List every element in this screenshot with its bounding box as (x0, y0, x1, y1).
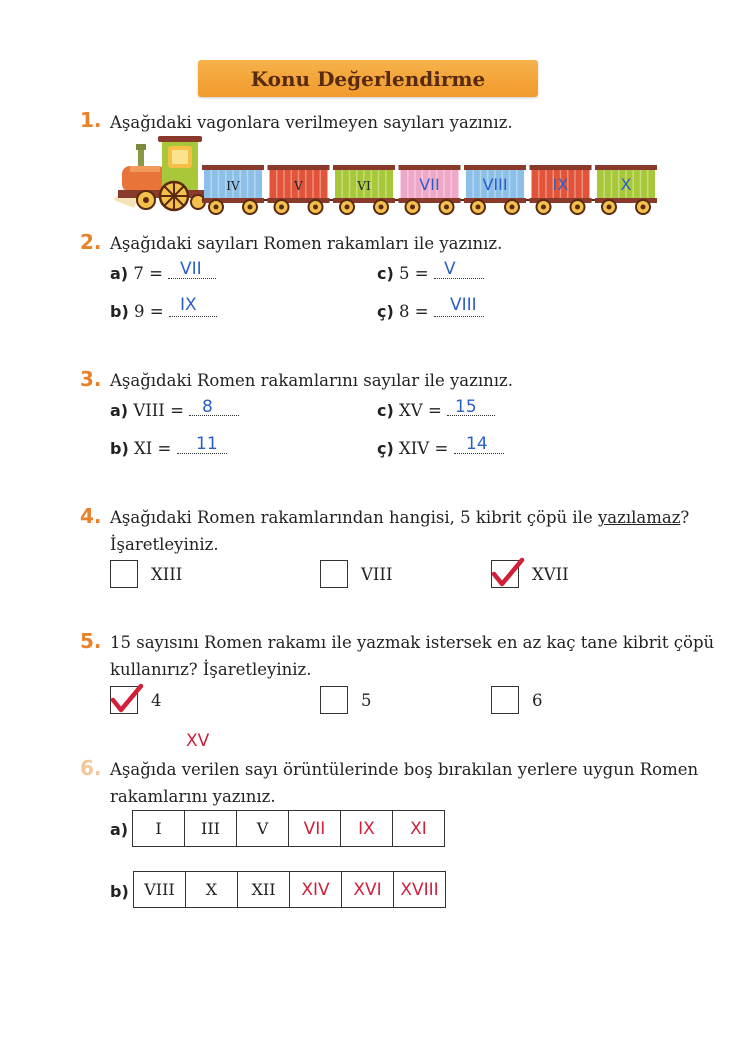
sequence-answer-cell[interactable]: XVIII (394, 872, 446, 908)
q5-note: XV (186, 731, 210, 751)
item-label: ç) (377, 302, 394, 321)
q5-text-line1: 15 sayısını Romen rakamı ile yazmak istersek en az kaç tane kibrit çöpü (110, 633, 715, 652)
q3-item-a (110, 401, 239, 420)
checkbox-5[interactable] (320, 686, 348, 714)
q1-number: 1. (80, 108, 102, 132)
wagon-label: IV (226, 179, 240, 193)
row-a-label: a) (110, 820, 129, 839)
q2-text: Aşağıdaki sayıları Romen rakamları ile yazınız. (110, 234, 503, 253)
q4-text-part: ? (680, 508, 690, 527)
sequence-answer-cell[interactable]: IX (341, 811, 393, 847)
wagon-label: VI (357, 179, 371, 193)
sequence-answer-cell[interactable]: XIV (290, 872, 342, 908)
option-label: XIII (151, 565, 183, 584)
answer-blank[interactable] (189, 401, 239, 416)
train-illustration (108, 136, 668, 218)
q2-answer-cc: VIII (450, 295, 477, 315)
q6-number: 6. (80, 756, 102, 780)
q3-answer-cc: 14 (466, 434, 488, 454)
sequence-answer-cell[interactable]: VII (289, 811, 341, 847)
sequence-cell: XII (238, 872, 290, 908)
item-expression: XV = (399, 401, 442, 420)
q1-text: Aşağıdaki vagonlara verilmeyen sayıları yazınız. (110, 113, 513, 132)
title-banner (198, 60, 538, 97)
wagon-label: VII (419, 175, 440, 194)
wagon (464, 165, 530, 214)
item-label: b) (110, 302, 129, 321)
checkbox-6[interactable] (491, 686, 519, 714)
q2-item-c (377, 264, 484, 283)
sequence-cell: I (133, 811, 185, 847)
sequence-cell: X (186, 872, 238, 908)
sequence-table-b (133, 871, 446, 908)
sequence-table-a (132, 810, 445, 847)
q5-text-line2: kullanırız? İşaretleyiniz. (110, 660, 312, 679)
item-expression: XI = (134, 439, 172, 458)
row-b-label: b) (110, 882, 129, 901)
item-expression: 9 = (134, 302, 164, 321)
checkbox-viii[interactable] (320, 560, 348, 588)
wagon-label: V (294, 179, 303, 193)
wagon (530, 165, 596, 214)
checkmark-icon (490, 556, 526, 590)
q4-text-line2: İşaretleyiniz. (110, 535, 219, 554)
q2-item-b (110, 302, 217, 321)
q2-number: 2. (80, 230, 102, 254)
item-label: c) (377, 401, 394, 420)
checkmark-icon (109, 682, 145, 716)
q5-number: 5. (80, 629, 102, 653)
q2-answer-b: IX (180, 295, 197, 315)
item-label: ç) (377, 439, 394, 458)
q3-answer-b: 11 (196, 434, 218, 454)
wagon-label: IX (552, 175, 569, 194)
wagon (333, 165, 399, 214)
sequence-answer-cell[interactable]: XI (393, 811, 445, 847)
item-label: a) (110, 264, 129, 283)
checkbox-xiii[interactable] (110, 560, 138, 588)
sequence-answer-cell[interactable]: XVI (342, 872, 394, 908)
item-label: c) (377, 264, 394, 283)
item-expression: 7 = (133, 264, 163, 283)
wagons-group (202, 165, 657, 214)
option-label: XVII (532, 565, 569, 584)
q3-answer-c: 15 (455, 397, 477, 417)
q3-text: Aşağıdaki Romen rakamlarını sayılar ile yazınız. (110, 371, 513, 390)
item-expression: XIV = (399, 439, 449, 458)
option-label: VIII (361, 565, 393, 584)
option-label: 6 (532, 691, 543, 710)
q4-number: 4. (80, 504, 102, 528)
item-label: a) (110, 401, 129, 420)
wagon (202, 165, 268, 214)
sequence-cell: V (237, 811, 289, 847)
wagon-label: VIII (482, 175, 508, 194)
q3-item-c (377, 401, 495, 420)
wagon-label: X (620, 175, 632, 194)
q4-text (110, 508, 689, 527)
q3-answer-a: 8 (202, 397, 213, 417)
item-expression: VIII = (133, 401, 184, 420)
q3-number: 3. (80, 367, 102, 391)
q6-text-line1: Aşağıda verilen sayı örüntülerinde boş bırakılan yerlere uygun Romen (110, 760, 699, 779)
page-title: Konu Değerlendirme (250, 66, 486, 91)
locomotive-icon (114, 136, 205, 210)
item-expression: 8 = (399, 302, 429, 321)
q2-answer-a: VII (180, 259, 202, 279)
wagon (399, 165, 465, 214)
wagon (268, 165, 334, 214)
option-label: 4 (151, 691, 162, 710)
sequence-cell: VIII (134, 872, 186, 908)
sequence-cell: III (185, 811, 237, 847)
answer-blank[interactable] (434, 264, 484, 279)
q6-text-line2: rakamlarını yazınız. (110, 787, 276, 806)
wagon (595, 165, 657, 214)
option-label: 5 (361, 691, 372, 710)
item-label: b) (110, 439, 129, 458)
q4-text-part: Aşağıdaki Romen rakamlarından hangisi, 5 kibrit çöpü ile (110, 508, 598, 527)
q4-underlined-word: yazılamaz (597, 508, 681, 527)
item-expression: 5 = (399, 264, 429, 283)
q2-answer-c: V (444, 259, 456, 279)
